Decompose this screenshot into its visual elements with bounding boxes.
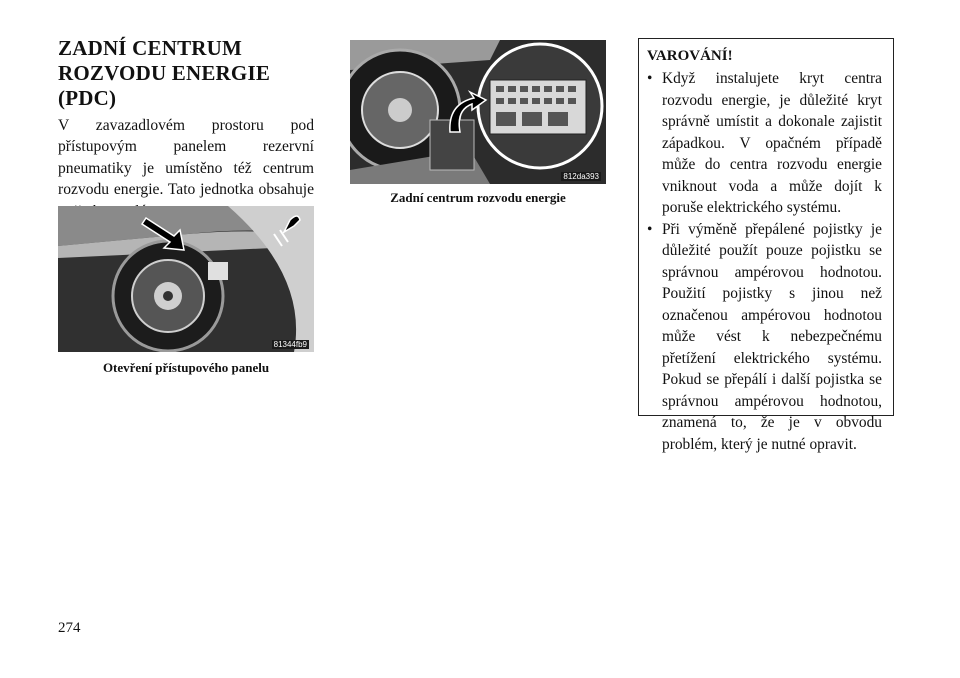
power-center-photo (350, 40, 606, 184)
heading-line-1: ZADNÍ CENTRUM (58, 36, 243, 60)
left-column (58, 36, 314, 222)
warning-item-text: Při výměně přepálené pojistky je důležité použít pouze pojistku se správnou ampérovou hodnotou. Použití pojistky s jinou než označenou ampérovou hodnotou může vést k nebezpečnému přetížení elektrického systému. Pokud se přepálí i další pojistka se správnou ampérovou hodnotou, znamená to, že je v obvodu problém, který je nutné opravit. (662, 220, 882, 453)
figure-code-label: 812da393 (563, 172, 599, 181)
section-heading (58, 36, 314, 111)
page-number: 274 (58, 620, 81, 636)
intro-paragraph: V zavazadlovém prostoru pod přístupovým panelem rezervní pneumatiky je umístěno též centrum rozvodu energie. Tato jednotka obsahuje (58, 117, 314, 199)
bullet-marker: • (647, 70, 653, 87)
warning-list (647, 68, 882, 455)
bullet-marker: • (647, 220, 653, 238)
heading-line-3: (PDC) (58, 86, 117, 110)
power-center-illustration (350, 40, 606, 184)
figure-power-center (350, 40, 606, 206)
access-panel-illustration (58, 206, 314, 352)
figure-caption: Zadní centrum rozvodu energie (390, 190, 566, 205)
warning-title: VAROVÁNÍ! (647, 48, 733, 64)
heading-line-2: ROZVODU ENERGIE (58, 61, 271, 85)
warning-item (647, 68, 882, 219)
figure-access-panel (58, 206, 314, 376)
warning-item-text: Když instalujete kryt centra rozvodu energie, je důležité kryt správně umístit a dokonale zajistit západkou. V opačném případě může do centra rozvodu energie vniknout voda a může dojít k poruše elektrického systému. (662, 70, 882, 216)
figure-caption: Otevření přístupového panelu (102, 360, 270, 375)
warning-box (638, 38, 894, 453)
warning-item (647, 219, 882, 456)
figure-code-label: 81344fb9 (273, 340, 307, 349)
access-panel-photo (58, 206, 314, 352)
